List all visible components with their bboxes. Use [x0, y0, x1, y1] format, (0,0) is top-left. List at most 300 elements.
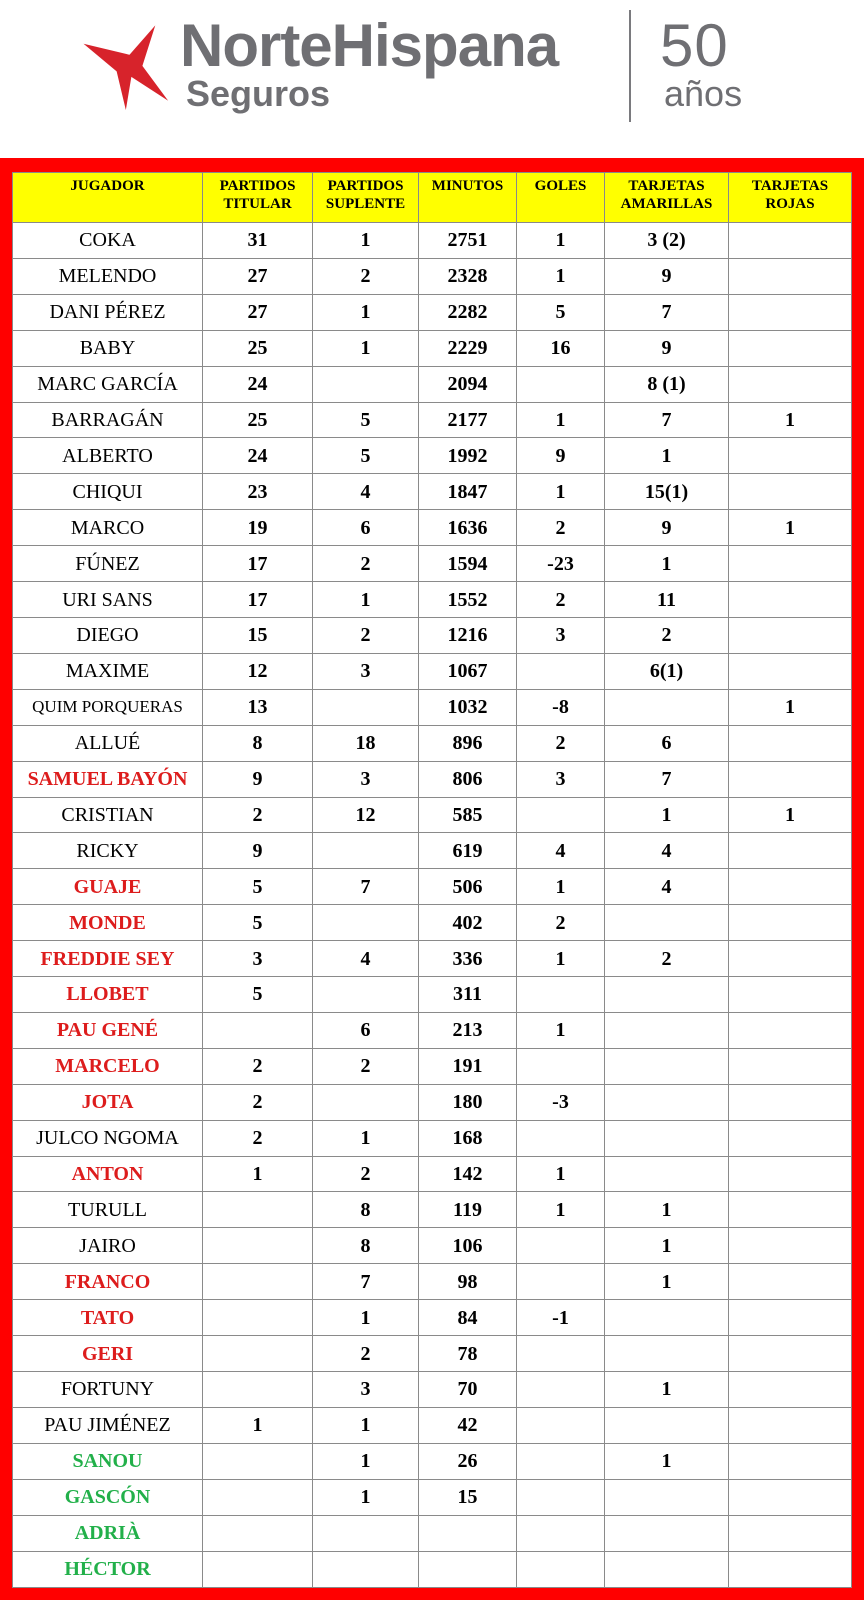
minutos-cell: 1032	[419, 689, 517, 725]
goles-cell	[517, 797, 605, 833]
player-name-cell: SANOU	[13, 1443, 203, 1479]
goles-cell: 2	[517, 510, 605, 546]
tarjetas-amarillas-cell: 1	[605, 1192, 729, 1228]
anniversary-label: años	[664, 73, 743, 114]
table-row	[13, 1228, 852, 1264]
table-row	[13, 1407, 852, 1443]
partidos-suplente-cell: 1	[313, 330, 419, 366]
minutos-cell: 106	[419, 1228, 517, 1264]
table-row	[13, 438, 852, 474]
tarjetas-rojas-cell	[729, 546, 852, 582]
partidos-suplente-cell: 8	[313, 1228, 419, 1264]
partidos-titular-cell: 23	[203, 474, 313, 510]
partidos-titular-cell: 2	[203, 1120, 313, 1156]
tarjetas-amarillas-cell	[605, 1515, 729, 1551]
goles-cell: 2	[517, 582, 605, 618]
goles-cell	[517, 977, 605, 1013]
goles-cell: 1	[517, 474, 605, 510]
goles-cell	[517, 1120, 605, 1156]
goles-cell: 1	[517, 402, 605, 438]
tarjetas-amarillas-cell	[605, 1084, 729, 1120]
tarjetas-amarillas-cell	[605, 1156, 729, 1192]
goles-cell	[517, 366, 605, 402]
player-name-cell: ALLUÉ	[13, 725, 203, 761]
player-name-cell: GERI	[13, 1336, 203, 1372]
table-row	[13, 1012, 852, 1048]
tarjetas-amarillas-cell: 15(1)	[605, 474, 729, 510]
goles-cell: 1	[517, 1192, 605, 1228]
table-row	[13, 977, 852, 1013]
partidos-suplente-cell: 2	[313, 1336, 419, 1372]
tarjetas-amarillas-cell	[605, 1407, 729, 1443]
partidos-suplente-cell: 2	[313, 617, 419, 653]
tarjetas-amarillas-cell	[605, 1012, 729, 1048]
minutos-cell: 1552	[419, 582, 517, 618]
partidos-suplente-cell: 2	[313, 546, 419, 582]
tarjetas-amarillas-cell: 4	[605, 869, 729, 905]
goles-cell: 4	[517, 833, 605, 869]
minutos-cell: 1216	[419, 617, 517, 653]
table-row	[13, 1264, 852, 1300]
partidos-titular-cell: 9	[203, 833, 313, 869]
tarjetas-rojas-cell	[729, 653, 852, 689]
goles-cell: -1	[517, 1300, 605, 1336]
table-row	[13, 1336, 852, 1372]
minutos-cell: 1992	[419, 438, 517, 474]
goles-cell	[517, 1443, 605, 1479]
partidos-suplente-cell	[313, 1551, 419, 1587]
partidos-titular-cell: 24	[203, 438, 313, 474]
partidos-suplente-cell: 1	[313, 223, 419, 259]
partidos-titular-cell	[203, 1443, 313, 1479]
tarjetas-rojas-cell	[729, 1156, 852, 1192]
tarjetas-amarillas-cell: 8 (1)	[605, 366, 729, 402]
minutos-cell: 70	[419, 1372, 517, 1408]
partidos-titular-cell: 15	[203, 617, 313, 653]
partidos-suplente-cell	[313, 833, 419, 869]
tarjetas-rojas-cell	[729, 1012, 852, 1048]
partidos-titular-cell: 1	[203, 1156, 313, 1192]
partidos-suplente-cell: 1	[313, 1479, 419, 1515]
player-name-cell: MARCO	[13, 510, 203, 546]
partidos-suplente-cell: 12	[313, 797, 419, 833]
player-name-cell: LLOBET	[13, 977, 203, 1013]
partidos-titular-cell	[203, 1515, 313, 1551]
table-row	[13, 294, 852, 330]
player-name-cell: FRANCO	[13, 1264, 203, 1300]
tarjetas-rojas-cell	[729, 1048, 852, 1084]
partidos-titular-cell: 2	[203, 1084, 313, 1120]
goles-cell: 1	[517, 258, 605, 294]
tarjetas-rojas-cell	[729, 941, 852, 977]
tarjetas-amarillas-cell	[605, 1300, 729, 1336]
goles-cell: 1	[517, 223, 605, 259]
tarjetas-amarillas-cell: 1	[605, 1264, 729, 1300]
tarjetas-amarillas-cell: 1	[605, 1228, 729, 1264]
minutos-cell: 180	[419, 1084, 517, 1120]
partidos-titular-cell	[203, 1479, 313, 1515]
minutos-cell: 191	[419, 1048, 517, 1084]
tarjetas-amarillas-cell: 1	[605, 797, 729, 833]
minutos-cell: 1594	[419, 546, 517, 582]
header-tarjetas-rojas: TARJETAS ROJAS	[729, 173, 852, 223]
minutos-cell: 142	[419, 1156, 517, 1192]
tarjetas-rojas-cell: 1	[729, 402, 852, 438]
table-row	[13, 869, 852, 905]
tarjetas-rojas-cell: 1	[729, 689, 852, 725]
minutos-cell: 1847	[419, 474, 517, 510]
partidos-titular-cell: 8	[203, 725, 313, 761]
partidos-suplente-cell: 1	[313, 1120, 419, 1156]
table-row	[13, 1515, 852, 1551]
tarjetas-rojas-cell	[729, 1300, 852, 1336]
minutos-cell: 15	[419, 1479, 517, 1515]
minutos-cell: 896	[419, 725, 517, 761]
tarjetas-rojas-cell	[729, 258, 852, 294]
player-name-cell: TATO	[13, 1300, 203, 1336]
tarjetas-amarillas-cell: 3 (2)	[605, 223, 729, 259]
table-row	[13, 653, 852, 689]
partidos-titular-cell: 24	[203, 366, 313, 402]
tarjetas-rojas-cell	[729, 833, 852, 869]
tarjetas-rojas-cell	[729, 438, 852, 474]
tarjetas-rojas-cell: 1	[729, 797, 852, 833]
table-row	[13, 833, 852, 869]
partidos-titular-cell: 27	[203, 258, 313, 294]
table-row	[13, 941, 852, 977]
table-row	[13, 1084, 852, 1120]
brand-name: NorteHispana	[180, 12, 559, 79]
partidos-titular-cell: 9	[203, 761, 313, 797]
partidos-titular-cell: 13	[203, 689, 313, 725]
table-row	[13, 510, 852, 546]
tarjetas-amarillas-cell	[605, 905, 729, 941]
partidos-titular-cell: 2	[203, 1048, 313, 1084]
tarjetas-rojas-cell	[729, 1264, 852, 1300]
partidos-suplente-cell: 3	[313, 653, 419, 689]
tarjetas-amarillas-cell: 6	[605, 725, 729, 761]
table-row	[13, 725, 852, 761]
tarjetas-rojas-cell	[729, 1443, 852, 1479]
partidos-titular-cell: 5	[203, 905, 313, 941]
table-row	[13, 1192, 852, 1228]
goles-cell: 1	[517, 1012, 605, 1048]
partidos-suplente-cell: 2	[313, 1156, 419, 1192]
goles-cell	[517, 1264, 605, 1300]
player-name-cell: COKA	[13, 223, 203, 259]
partidos-suplente-cell: 8	[313, 1192, 419, 1228]
player-name-cell: JAIRO	[13, 1228, 203, 1264]
minutos-cell: 78	[419, 1336, 517, 1372]
table-row	[13, 617, 852, 653]
minutos-cell: 26	[419, 1443, 517, 1479]
partidos-suplente-cell: 2	[313, 1048, 419, 1084]
partidos-suplente-cell	[313, 1084, 419, 1120]
tarjetas-rojas-cell	[729, 725, 852, 761]
partidos-suplente-cell	[313, 905, 419, 941]
header-row	[13, 173, 852, 223]
goles-cell: 5	[517, 294, 605, 330]
tarjetas-amarillas-cell: 7	[605, 761, 729, 797]
partidos-titular-cell: 5	[203, 977, 313, 1013]
partidos-titular-cell: 17	[203, 546, 313, 582]
table-row	[13, 761, 852, 797]
partidos-titular-cell: 12	[203, 653, 313, 689]
tarjetas-rojas-cell	[729, 1407, 852, 1443]
table-row	[13, 1120, 852, 1156]
tarjetas-amarillas-cell	[605, 1048, 729, 1084]
player-name-cell: CHIQUI	[13, 474, 203, 510]
partidos-suplente-cell	[313, 1515, 419, 1551]
tarjetas-rojas-cell	[729, 1192, 852, 1228]
table-row	[13, 797, 852, 833]
player-name-cell: MARC GARCÍA	[13, 366, 203, 402]
tarjetas-amarillas-cell: 9	[605, 258, 729, 294]
partidos-suplente-cell: 4	[313, 474, 419, 510]
partidos-suplente-cell: 1	[313, 294, 419, 330]
anniversary-number: 50	[660, 12, 729, 79]
partidos-suplente-cell: 5	[313, 402, 419, 438]
player-name-cell: DANI PÉREZ	[13, 294, 203, 330]
brand-divider	[629, 10, 631, 122]
minutos-cell: 506	[419, 869, 517, 905]
minutos-cell	[419, 1551, 517, 1587]
minutos-cell: 2751	[419, 223, 517, 259]
partidos-suplente-cell: 4	[313, 941, 419, 977]
partidos-suplente-cell: 6	[313, 510, 419, 546]
partidos-suplente-cell	[313, 689, 419, 725]
player-name-cell: PAU JIMÉNEZ	[13, 1407, 203, 1443]
minutos-cell: 98	[419, 1264, 517, 1300]
tarjetas-rojas-cell	[729, 977, 852, 1013]
partidos-suplente-cell: 1	[313, 1300, 419, 1336]
player-name-cell: RICKY	[13, 833, 203, 869]
goles-cell	[517, 1336, 605, 1372]
partidos-suplente-cell	[313, 366, 419, 402]
header-partidos-titular: PARTIDOS TITULAR	[203, 173, 313, 223]
partidos-titular-cell: 1	[203, 1407, 313, 1443]
minutos-cell: 2177	[419, 402, 517, 438]
goles-cell	[517, 1551, 605, 1587]
table-row	[13, 546, 852, 582]
tarjetas-amarillas-cell: 7	[605, 294, 729, 330]
minutos-cell: 2328	[419, 258, 517, 294]
partidos-titular-cell	[203, 1300, 313, 1336]
table-row	[13, 689, 852, 725]
partidos-titular-cell	[203, 1264, 313, 1300]
partidos-suplente-cell: 18	[313, 725, 419, 761]
partidos-suplente-cell	[313, 977, 419, 1013]
table-row	[13, 1443, 852, 1479]
tarjetas-amarillas-cell: 6(1)	[605, 653, 729, 689]
header-minutos: MINUTOS	[419, 173, 517, 223]
partidos-titular-cell: 2	[203, 797, 313, 833]
header	[0, 0, 864, 158]
player-name-cell: URI SANS	[13, 582, 203, 618]
tarjetas-rojas-cell: 1	[729, 510, 852, 546]
partidos-titular-cell: 5	[203, 869, 313, 905]
goles-cell	[517, 1407, 605, 1443]
tarjetas-rojas-cell	[729, 1336, 852, 1372]
player-stats-table	[12, 172, 852, 1588]
minutos-cell: 84	[419, 1300, 517, 1336]
tarjetas-amarillas-cell	[605, 1479, 729, 1515]
partidos-titular-cell: 19	[203, 510, 313, 546]
partidos-titular-cell: 31	[203, 223, 313, 259]
header-goles: GOLES	[517, 173, 605, 223]
minutos-cell: 336	[419, 941, 517, 977]
header-partidos-suplente: PARTIDOS SUPLENTE	[313, 173, 419, 223]
player-name-cell: QUIM PORQUERAS	[13, 689, 203, 725]
tarjetas-amarillas-cell: 1	[605, 438, 729, 474]
tarjetas-rojas-cell	[729, 617, 852, 653]
player-name-cell: MAXIME	[13, 653, 203, 689]
partidos-suplente-cell: 3	[313, 761, 419, 797]
player-name-cell: CRISTIAN	[13, 797, 203, 833]
minutos-cell: 2094	[419, 366, 517, 402]
tarjetas-amarillas-cell: 7	[605, 402, 729, 438]
tarjetas-amarillas-cell	[605, 977, 729, 1013]
partidos-titular-cell	[203, 1228, 313, 1264]
player-name-cell: FÚNEZ	[13, 546, 203, 582]
player-name-cell: ANTON	[13, 1156, 203, 1192]
goles-cell: 16	[517, 330, 605, 366]
tarjetas-amarillas-cell	[605, 689, 729, 725]
tarjetas-amarillas-cell: 2	[605, 941, 729, 977]
tarjetas-rojas-cell	[729, 1228, 852, 1264]
table-row	[13, 1300, 852, 1336]
partidos-titular-cell: 17	[203, 582, 313, 618]
tarjetas-rojas-cell	[729, 869, 852, 905]
goles-cell: 2	[517, 725, 605, 761]
tarjetas-rojas-cell	[729, 905, 852, 941]
partidos-suplente-cell: 1	[313, 582, 419, 618]
tarjetas-amarillas-cell	[605, 1551, 729, 1587]
partidos-suplente-cell: 6	[313, 1012, 419, 1048]
minutos-cell: 119	[419, 1192, 517, 1228]
tarjetas-amarillas-cell: 1	[605, 546, 729, 582]
minutos-cell: 42	[419, 1407, 517, 1443]
partidos-suplente-cell: 3	[313, 1372, 419, 1408]
player-name-cell: MARCELO	[13, 1048, 203, 1084]
player-name-cell: BARRAGÁN	[13, 402, 203, 438]
player-name-cell: GUAJE	[13, 869, 203, 905]
table-row	[13, 1479, 852, 1515]
goles-cell	[517, 653, 605, 689]
minutos-cell: 402	[419, 905, 517, 941]
partidos-titular-cell: 27	[203, 294, 313, 330]
header-tarjetas-amarillas: TARJETAS AMARILLAS	[605, 173, 729, 223]
goles-cell: 9	[517, 438, 605, 474]
tarjetas-rojas-cell	[729, 1551, 852, 1587]
tarjetas-rojas-cell	[729, 1479, 852, 1515]
player-name-cell: DIEGO	[13, 617, 203, 653]
minutos-cell: 2229	[419, 330, 517, 366]
minutos-cell: 619	[419, 833, 517, 869]
goles-cell: -8	[517, 689, 605, 725]
player-name-cell: BABY	[13, 330, 203, 366]
partidos-suplente-cell: 1	[313, 1407, 419, 1443]
minutos-cell: 585	[419, 797, 517, 833]
tarjetas-amarillas-cell: 4	[605, 833, 729, 869]
player-name-cell: HÉCTOR	[13, 1551, 203, 1587]
table-row	[13, 1156, 852, 1192]
tarjetas-rojas-cell	[729, 223, 852, 259]
player-name-cell: SAMUEL BAYÓN	[13, 761, 203, 797]
partidos-titular-cell	[203, 1372, 313, 1408]
minutos-cell: 1636	[419, 510, 517, 546]
brand-subtitle: Seguros	[186, 73, 331, 114]
minutos-cell	[419, 1515, 517, 1551]
player-name-cell: JULCO NGOMA	[13, 1120, 203, 1156]
goles-cell: -3	[517, 1084, 605, 1120]
minutos-cell: 213	[419, 1012, 517, 1048]
goles-cell: 2	[517, 905, 605, 941]
partidos-titular-cell: 25	[203, 330, 313, 366]
table-row	[13, 582, 852, 618]
tarjetas-rojas-cell	[729, 1120, 852, 1156]
partidos-suplente-cell: 2	[313, 258, 419, 294]
table-row	[13, 330, 852, 366]
minutos-cell: 806	[419, 761, 517, 797]
minutos-cell: 311	[419, 977, 517, 1013]
tarjetas-rojas-cell	[729, 582, 852, 618]
partidos-titular-cell	[203, 1336, 313, 1372]
player-name-cell: JOTA	[13, 1084, 203, 1120]
table-row	[13, 474, 852, 510]
tarjetas-amarillas-cell: 11	[605, 582, 729, 618]
tarjetas-amarillas-cell: 2	[605, 617, 729, 653]
partidos-titular-cell	[203, 1192, 313, 1228]
tarjetas-rojas-cell	[729, 330, 852, 366]
nortehispana-logo-icon	[78, 18, 170, 110]
goles-cell: 3	[517, 617, 605, 653]
minutos-cell: 2282	[419, 294, 517, 330]
table-row	[13, 1372, 852, 1408]
player-name-cell: MELENDO	[13, 258, 203, 294]
table-row	[13, 258, 852, 294]
goles-cell: 3	[517, 761, 605, 797]
player-name-cell: FORTUNY	[13, 1372, 203, 1408]
goles-cell: 1	[517, 1156, 605, 1192]
goles-cell: -23	[517, 546, 605, 582]
table-row	[13, 1551, 852, 1587]
tarjetas-rojas-cell	[729, 1515, 852, 1551]
tarjetas-rojas-cell	[729, 761, 852, 797]
partidos-suplente-cell: 1	[313, 1443, 419, 1479]
tarjetas-amarillas-cell: 9	[605, 510, 729, 546]
tarjetas-amarillas-cell: 1	[605, 1372, 729, 1408]
tarjetas-rojas-cell	[729, 294, 852, 330]
tarjetas-rojas-cell	[729, 474, 852, 510]
player-name-cell: ALBERTO	[13, 438, 203, 474]
goles-cell	[517, 1479, 605, 1515]
tarjetas-amarillas-cell: 1	[605, 1443, 729, 1479]
goles-cell: 1	[517, 869, 605, 905]
player-name-cell: GASCÓN	[13, 1479, 203, 1515]
partidos-titular-cell	[203, 1012, 313, 1048]
goles-cell	[517, 1048, 605, 1084]
partidos-suplente-cell: 7	[313, 869, 419, 905]
table-row	[13, 366, 852, 402]
header-jugador: JUGADOR	[13, 173, 203, 223]
player-name-cell: FREDDIE SEY	[13, 941, 203, 977]
player-name-cell: ADRIÀ	[13, 1515, 203, 1551]
minutos-cell: 1067	[419, 653, 517, 689]
tarjetas-rojas-cell	[729, 366, 852, 402]
partidos-titular-cell	[203, 1551, 313, 1587]
goles-cell	[517, 1372, 605, 1408]
